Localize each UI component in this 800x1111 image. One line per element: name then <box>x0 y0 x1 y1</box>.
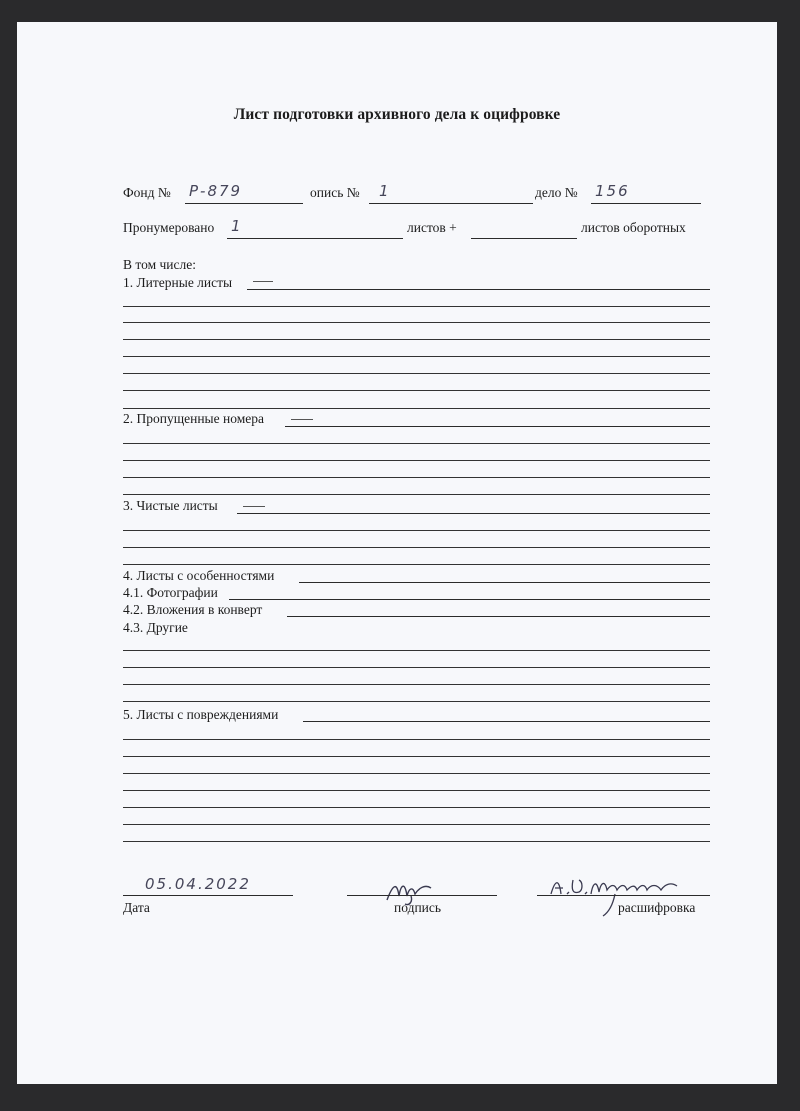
document-title: Лист подготовки архивного дела к оцифровке <box>233 106 561 123</box>
fond-underline <box>185 203 303 204</box>
decoding-label: расшифровка <box>618 900 696 915</box>
numbering-value: 1 <box>231 217 243 235</box>
blank-line <box>123 739 710 740</box>
blank-line <box>123 322 710 323</box>
item-blank-underline <box>237 513 710 514</box>
opis-underline <box>369 203 533 204</box>
item-other: 4.3. Другие <box>123 620 188 635</box>
breakdown-intro: В том числе: <box>123 257 196 272</box>
item-special-sheets: 4. Листы с особенностями <box>123 568 275 583</box>
blank-line <box>123 756 710 757</box>
delo-underline <box>591 203 701 204</box>
blank-line <box>123 773 710 774</box>
sheets-plus-label: листов + <box>407 220 457 235</box>
blank-line <box>123 564 710 565</box>
blank-line <box>123 841 710 842</box>
item-envelope-underline <box>287 616 710 617</box>
item-photos: 4.1. Фотографии <box>123 585 218 600</box>
item-literal-sheets: 1. Литерные листы <box>123 275 233 290</box>
delo-value: 156 <box>595 182 630 200</box>
dash-mark <box>243 506 265 507</box>
item-special-underline <box>299 582 710 583</box>
blank-line <box>123 306 710 307</box>
dash-mark <box>253 281 273 282</box>
numbering-label: Пронумеровано <box>123 220 215 235</box>
blank-line <box>123 824 710 825</box>
document-page <box>17 22 777 1084</box>
fond-label: Фонд № <box>123 185 171 200</box>
date-underline <box>123 895 293 896</box>
blank-line <box>123 373 710 374</box>
blank-line <box>123 460 710 461</box>
item-missing-numbers: 2. Пропущенные номера <box>123 411 264 426</box>
item-photos-underline <box>229 599 710 600</box>
blank-line <box>123 790 710 791</box>
blank-line <box>123 530 710 531</box>
item-missing-underline <box>285 426 710 427</box>
reverse-label: листов оборотных <box>581 220 686 235</box>
item-envelope: 4.2. Вложения в конверт <box>123 602 263 617</box>
blank-line <box>123 701 710 702</box>
blank-line <box>123 807 710 808</box>
blank-line <box>123 667 710 668</box>
opis-label: опись № <box>310 185 360 200</box>
date-label: Дата <box>123 900 150 915</box>
item-damaged-sheets: 5. Листы с повреждениями <box>123 707 279 722</box>
item-blank-sheets: 3. Чистые листы <box>123 498 218 513</box>
blank-line <box>123 494 710 495</box>
blank-line <box>123 650 710 651</box>
date-value: 05.04.2022 <box>145 875 251 893</box>
blank-line <box>123 477 710 478</box>
opis-value: 1 <box>379 182 391 200</box>
blank-line <box>123 408 710 409</box>
blank-line <box>123 547 710 548</box>
numbering-underline <box>227 238 403 239</box>
blank-line <box>123 443 710 444</box>
signature-label: подпись <box>394 900 442 915</box>
item-damaged-underline <box>303 721 710 722</box>
reverse-underline <box>471 238 577 239</box>
blank-line <box>123 390 710 391</box>
blank-line <box>123 339 710 340</box>
blank-line <box>123 684 710 685</box>
delo-label: дело № <box>535 185 578 200</box>
item-literal-underline <box>247 289 710 290</box>
decoding-underline <box>537 895 710 896</box>
blank-line <box>123 356 710 357</box>
signature-underline <box>347 895 497 896</box>
dash-mark <box>291 419 313 420</box>
fond-value: Р-879 <box>189 182 243 200</box>
